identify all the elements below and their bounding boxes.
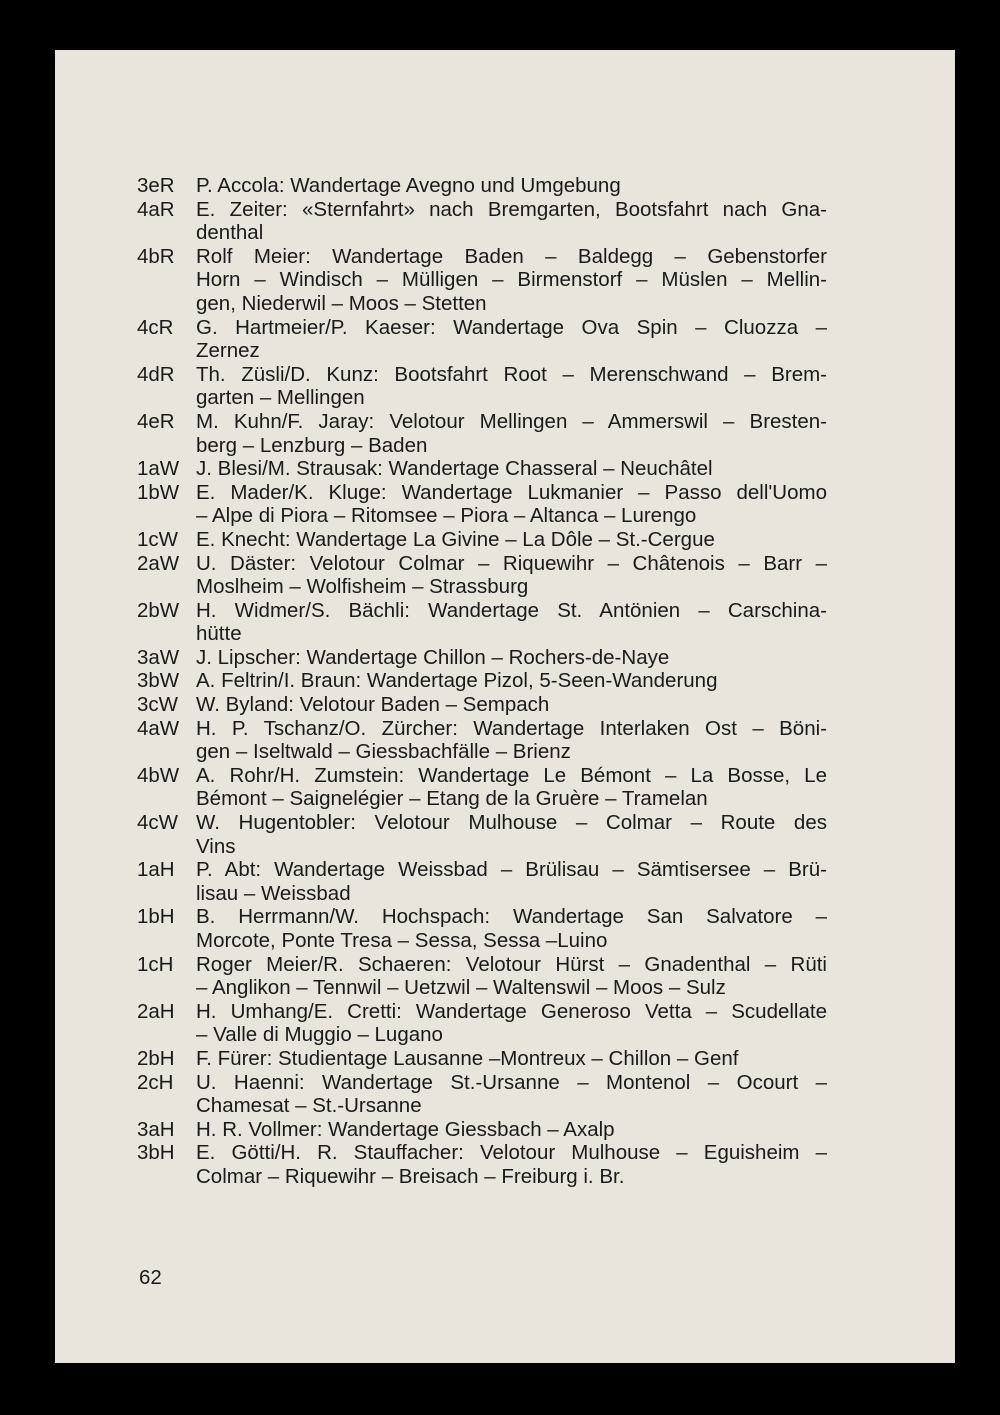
entry-line: gen – Iseltwald – Giessbachfälle – Brienz bbox=[196, 740, 571, 764]
entry-line: E. Götti/H. R. Stauffacher: Velotour Mulhouse – Eguisheim – bbox=[196, 1141, 827, 1165]
page-number: 62 bbox=[139, 1266, 162, 1289]
entry-description bbox=[196, 528, 827, 552]
entry-line: hütte bbox=[196, 622, 242, 646]
list-item bbox=[137, 363, 827, 410]
entry-code: 2bH bbox=[137, 1046, 175, 1070]
list-item bbox=[137, 811, 827, 858]
entry-description bbox=[196, 552, 827, 599]
entry-line: Morcote, Ponte Tresa – Sessa, Sessa –Luino bbox=[196, 929, 608, 952]
entry-description bbox=[196, 1118, 827, 1142]
entry-code: 4cW bbox=[137, 811, 178, 835]
entry-line: Moslheim – Wolfisheim – Strassburg bbox=[196, 575, 529, 599]
entry-code: 1aW bbox=[137, 457, 180, 481]
entry-description bbox=[196, 1141, 827, 1188]
entry-line: G. Hartmeier/P. Kaeser: Wandertage Ova Spin – Cluozza – bbox=[196, 315, 827, 339]
list-item bbox=[137, 764, 827, 811]
entry-line: E. Zeiter: «Sternfahrt» nach Bremgarten, Bootsfahrt nach Gna- bbox=[196, 197, 827, 221]
list-item bbox=[137, 1118, 827, 1142]
entry-description bbox=[196, 174, 827, 198]
entry-code: 4bR bbox=[137, 244, 175, 268]
entry-description bbox=[196, 646, 827, 670]
entry-line: W. Byland: Velotour Baden – Sempach bbox=[196, 693, 550, 717]
list-item bbox=[137, 174, 827, 198]
entry-line: – Valle di Muggio – Lugano bbox=[196, 1023, 443, 1047]
entry-line: B. Herrmann/W. Hochspach: Wandertage San Salvatore – bbox=[196, 905, 827, 929]
entry-description bbox=[196, 363, 827, 410]
list-item bbox=[137, 717, 827, 764]
entry-line: U. Däster: Velotour Colmar – Riquewihr – Châtenois – Barr – bbox=[196, 551, 827, 575]
entry-line: H. P. Tschanz/O. Zürcher: Wandertage Interlaken Ost – Böni- bbox=[196, 716, 827, 740]
entry-description bbox=[196, 316, 827, 363]
entry-line: P. Abt: Wandertage Weissbad – Brülisau – Sämtisersee – Brü- bbox=[196, 858, 827, 882]
entry-description bbox=[196, 858, 827, 905]
entry-line: W. Hugentobler: Velotour Mulhouse – Colmar – Route des bbox=[196, 811, 827, 835]
entry-line: gen, Niederwil – Moos – Stetten bbox=[196, 291, 487, 315]
entry-code: 3eR bbox=[137, 174, 175, 197]
entry-code: 3cW bbox=[137, 693, 178, 717]
entry-code: 4aW bbox=[137, 716, 180, 740]
entry-line: Roger Meier/R. Schaeren: Velotour Hürst – Gnadenthal – Rüti bbox=[196, 952, 827, 976]
entry-code: 3bW bbox=[137, 669, 180, 693]
entry-line: P. Accola: Wandertage Avegno und Umgebung bbox=[196, 174, 621, 197]
entry-description bbox=[196, 410, 827, 457]
list-item bbox=[137, 953, 827, 1000]
list-item bbox=[137, 316, 827, 363]
entry-line: F. Fürer: Studientage Lausanne –Montreux – Chillon – Genf bbox=[196, 1046, 739, 1070]
entry-line: J. Lipscher: Wandertage Chillon – Rochers-de-Naye bbox=[196, 645, 670, 669]
entry-line: A. Rohr/H. Zumstein: Wandertage Le Bémont – La Bosse, Le bbox=[196, 763, 827, 787]
entry-line: garten – Mellingen bbox=[196, 386, 365, 410]
entry-line: berg – Lenzburg – Baden bbox=[196, 433, 428, 457]
entry-description bbox=[196, 764, 827, 811]
list-item bbox=[137, 1000, 827, 1047]
entry-line: denthal bbox=[196, 221, 264, 245]
list-item bbox=[137, 198, 827, 245]
list-item bbox=[137, 1047, 827, 1071]
entry-description bbox=[196, 457, 827, 481]
entry-description bbox=[196, 905, 827, 952]
entry-code: 1aH bbox=[137, 858, 175, 882]
entry-line: Th. Züsli/D. Kunz: Bootsfahrt Root – Merenschwand – Brem- bbox=[196, 362, 827, 386]
entry-description bbox=[196, 811, 827, 858]
list-item bbox=[137, 599, 827, 646]
entry-description bbox=[196, 1000, 827, 1047]
excursion-list bbox=[137, 174, 827, 1189]
entry-code: 1cW bbox=[137, 527, 178, 551]
entry-line: Bémont – Saignelégier – Etang de la Gruère – Tramelan bbox=[196, 787, 708, 811]
entry-line: – Alpe di Piora – Ritomsee – Piora – Altanca – Lurengo bbox=[196, 504, 697, 528]
entry-code: 4cR bbox=[137, 315, 174, 339]
entry-code: 3bH bbox=[137, 1141, 175, 1165]
entry-code: 2cH bbox=[137, 1070, 174, 1094]
entry-description bbox=[196, 481, 827, 528]
entry-description bbox=[196, 599, 827, 646]
entry-code: 2aH bbox=[137, 999, 175, 1023]
entry-code: 4bW bbox=[137, 763, 180, 787]
entry-description bbox=[196, 1071, 827, 1118]
list-item bbox=[137, 646, 827, 670]
entry-line: H. R. Vollmer: Wandertage Giessbach – Axalp bbox=[196, 1117, 615, 1141]
entry-line: U. Haenni: Wandertage St.-Ursanne – Montenol – Ocourt – bbox=[196, 1070, 827, 1094]
document-page bbox=[55, 50, 955, 1363]
entry-description bbox=[196, 717, 827, 764]
entry-line: H. Widmer/S. Bächli: Wandertage St. Antönien – Carschina- bbox=[196, 598, 827, 622]
entry-code: 1cH bbox=[137, 952, 174, 976]
entry-line: E. Knecht: Wandertage La Givine – La Dôle – St.-Cergue bbox=[196, 527, 715, 551]
entry-code: 4dR bbox=[137, 362, 175, 386]
list-item bbox=[137, 410, 827, 457]
entry-description bbox=[196, 245, 827, 316]
entry-code: 2bW bbox=[137, 598, 180, 622]
entry-code: 4eR bbox=[137, 409, 175, 433]
entry-line: M. Kuhn/F. Jaray: Velotour Mellingen – Ammerswil – Bresten- bbox=[196, 409, 827, 433]
entry-line: E. Mader/K. Kluge: Wandertage Lukmanier – Passo dell'Uomo bbox=[196, 480, 827, 504]
entry-line: Zernez bbox=[196, 339, 260, 363]
list-item bbox=[137, 245, 827, 316]
entry-line: Colmar – Riquewihr – Breisach – Freiburg i. Br. bbox=[196, 1164, 625, 1188]
entry-code: 1bW bbox=[137, 480, 180, 504]
entry-description bbox=[196, 693, 827, 717]
entry-code: 3aW bbox=[137, 645, 180, 669]
entry-description bbox=[196, 1047, 827, 1071]
entry-line: H. Umhang/E. Cretti: Wandertage Generoso Vetta – Scudellate bbox=[196, 999, 827, 1023]
entry-line: Chamesat – St.-Ursanne bbox=[196, 1094, 422, 1118]
entry-line: A. Feltrin/I. Braun: Wandertage Pizol, 5-Seen-Wanderung bbox=[196, 669, 718, 693]
entry-description bbox=[196, 669, 827, 693]
list-item bbox=[137, 528, 827, 552]
list-item bbox=[137, 1071, 827, 1118]
list-item bbox=[137, 905, 827, 952]
list-item bbox=[137, 669, 827, 693]
entry-line: J. Blesi/M. Strausak: Wandertage Chasseral – Neuchâtel bbox=[196, 457, 713, 481]
list-item bbox=[137, 481, 827, 528]
entry-line: Rolf Meier: Wandertage Baden – Baldegg – Gebenstorfer bbox=[196, 244, 827, 268]
list-item bbox=[137, 858, 827, 905]
entry-code: 3aH bbox=[137, 1117, 175, 1141]
list-item bbox=[137, 1141, 827, 1188]
entry-code: 4aR bbox=[137, 197, 175, 221]
entry-description bbox=[196, 953, 827, 1000]
list-item bbox=[137, 457, 827, 481]
entry-description bbox=[196, 198, 827, 245]
entry-code: 1bH bbox=[137, 905, 175, 929]
entry-line: – Anglikon – Tennwil – Uetzwil – Waltenswil – Moos – Sulz bbox=[196, 976, 726, 1000]
entry-line: Vins bbox=[196, 834, 236, 858]
entry-line: Horn – Windisch – Mülligen – Birmenstorf – Müslen – Mellin- bbox=[196, 268, 827, 292]
entry-line: lisau – Weissbad bbox=[196, 881, 351, 905]
list-item bbox=[137, 552, 827, 599]
entry-code: 2aW bbox=[137, 551, 180, 575]
list-item bbox=[137, 693, 827, 717]
